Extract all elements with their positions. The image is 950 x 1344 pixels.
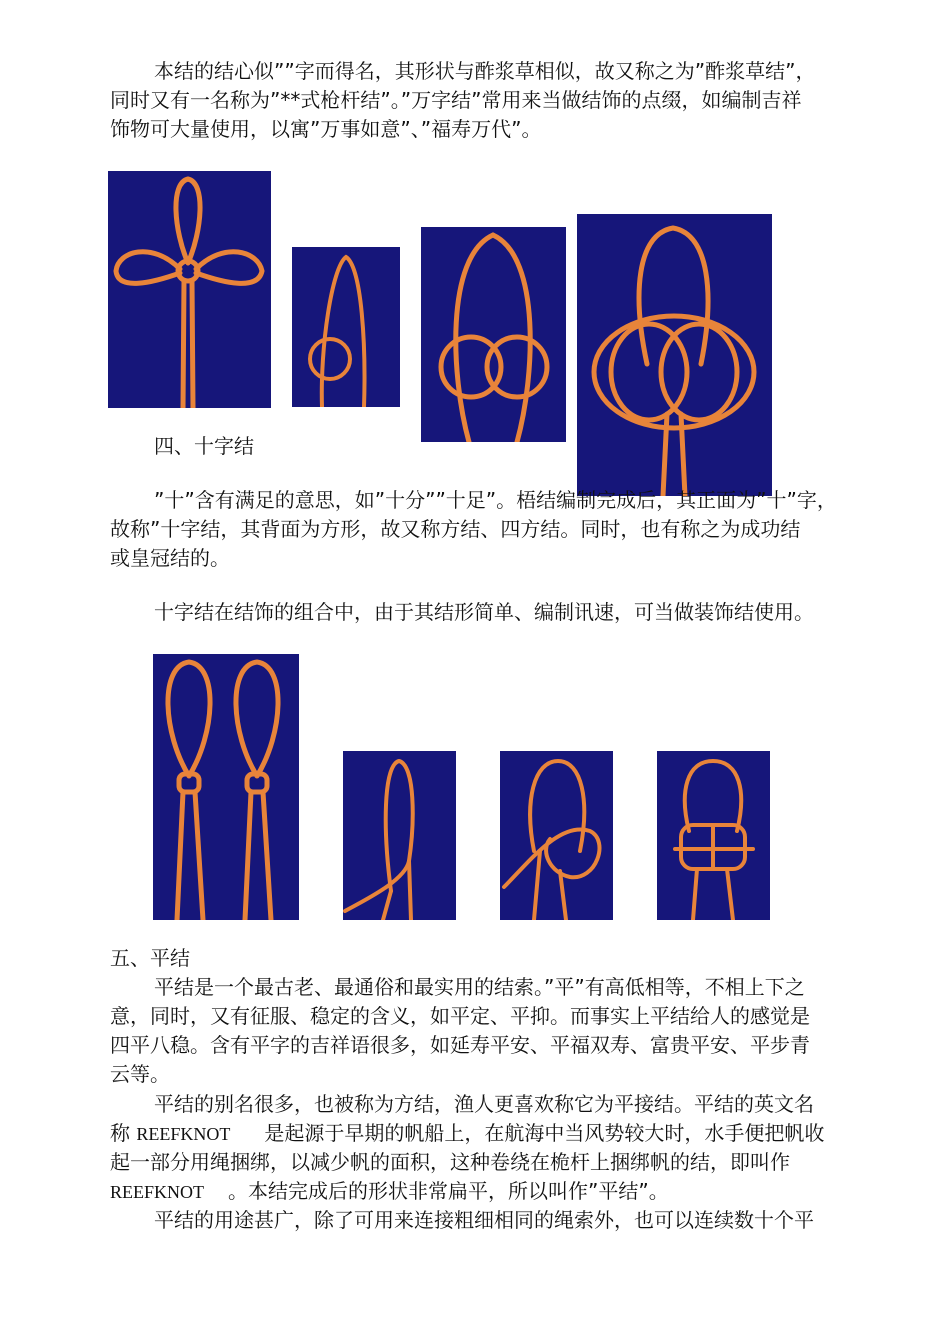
intro-line-2: 同时又有一名称为”**式枪杆结”。”万字结”常用来当做结饰的点缀，如编制吉祥	[110, 88, 802, 112]
intro-line-3: 饰物可大量使用，以寓”万事如意”、”福寿万代”。	[110, 117, 542, 141]
knot-photo-wanzi-finished	[108, 171, 271, 408]
section5-heading: 五、平结	[110, 946, 190, 970]
knot-photo-cross-finished	[153, 654, 299, 920]
section5-para2-line-4-end: 。本结完成后的形状非常扁平，所以叫作”平结”。	[228, 1179, 669, 1203]
section5-para3: 平结的用途甚广，除了可用来连接粗细相同的绳索外，也可以连续数十个平	[154, 1208, 814, 1232]
section5-para2-line-1: 平结的别名很多，也被称为方结，渔人更喜欢称它为平接结。平结的英文名	[154, 1092, 814, 1116]
section5-para2-line-3: 起一部分用绳捆绑，以减少帆的面积，这种卷绕在桅杆上捆绑帆的结，即叫作	[110, 1150, 790, 1174]
section4-para1-line-2: 故称”十字结，其背面为方形，故又称方结、四方结。同时，也有称之为成功结	[110, 517, 801, 541]
knot-photo-cross-step3	[657, 751, 770, 920]
section4-para2: 十字结在结饰的组合中，由于其结形简单、编制讯速，可当做装饰结使用。	[154, 600, 814, 624]
section5-para2-line-2-start: 称	[110, 1121, 137, 1145]
knot-photo-wanzi-step3	[577, 214, 772, 496]
section5-para1-line-4: 云等。	[110, 1062, 170, 1086]
section5-para1-line-1: 平结是一个最古老、最通俗和最实用的结索。”平”有高低相等，不相上下之	[154, 975, 805, 999]
knot-photo-cross-step1	[343, 751, 456, 920]
section5-para2-line-2	[110, 1119, 824, 1148]
section4-heading: 四、十字结	[154, 434, 254, 458]
knot-photo-cross-step2	[500, 751, 613, 920]
knot-photo-wanzi-step1	[292, 247, 400, 407]
section5-para2-line-2-end: 是起源于早期的帆船上，在航海中当风势较大时，水手便把帆收	[264, 1121, 825, 1145]
reefknot-term-2: REEFKNOT	[110, 1182, 204, 1202]
section4-para1-line-3: 或皇冠结的。	[110, 546, 230, 570]
knot-photo-wanzi-step2	[421, 227, 566, 442]
reefknot-term: REEFKNOT	[136, 1124, 231, 1144]
intro-line-1: 本结的结心似””字而得名，其形状与酢浆草相似，故又称之为”酢浆草结”，	[154, 59, 816, 83]
section5-para1-line-2: 意，同时，又有征服、稳定的含义，如平定、平抑。而事实上平结给人的感觉是	[110, 1004, 810, 1028]
section5-para2-line-4	[110, 1177, 669, 1206]
section5-para1-line-3: 四平八稳。含有平字的吉祥语很多，如延寿平安、平福双寿、富贵平安、平步青	[110, 1033, 810, 1057]
section4-para1-line-1: ”十”含有满足的意思，如”十分””十足”。梧结编制完成后，其正面为”十”字，	[154, 488, 837, 512]
